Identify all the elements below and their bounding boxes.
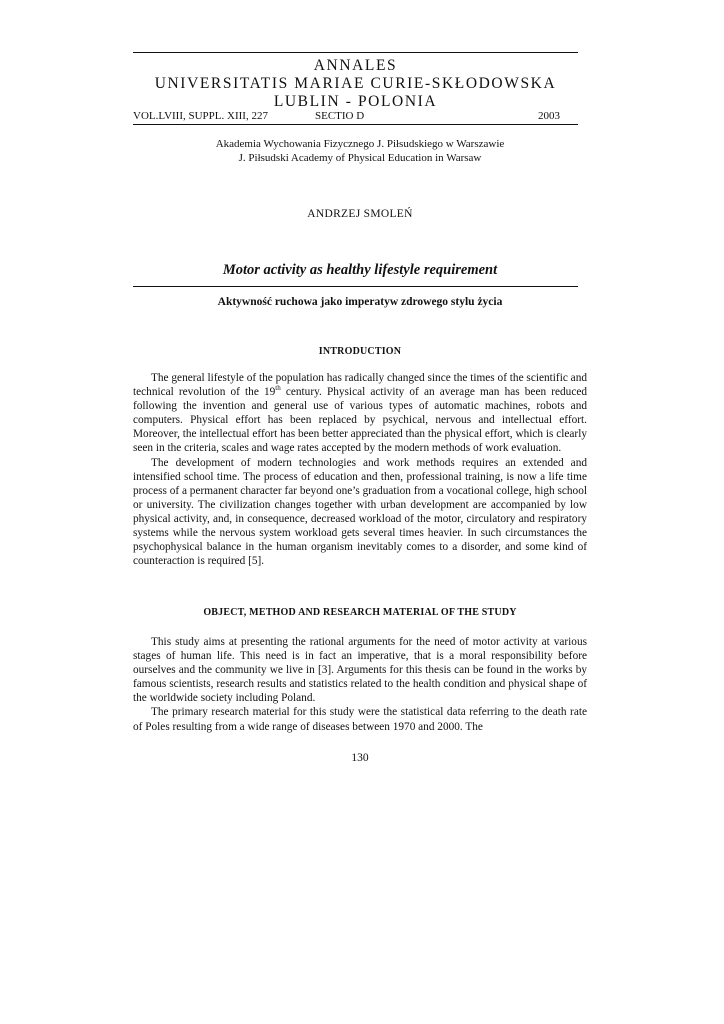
university-name: UNIVERSITATIS MARIAE CURIE-SKŁODOWSKA <box>154 75 557 92</box>
article-subtitle: Aktywność ruchowa jako imperatyw zdrowego stylu życia <box>217 296 503 308</box>
paragraph: The primary research material for this study were the statistical data referring to the death rate of Poles resulting from a wide range of diseases between 1970 and 2000. The <box>133 706 587 733</box>
journal-name: ANNALES <box>313 57 398 74</box>
paragraph: The general lifestyle of the population has radically changed since the times of the scientific and technical revolution of the 19th century. Physical activity of an average man has been reduced following the invention and general use of various types of automatic machines, robots and computers. Physical effort has been replaced by psychical, nervous and intellectual effort. Moreover, the intellectual effort has been better appreciated than the physical effort, which is clearly seen in the criteria, scales and wage rates accepted by the modern methods of work evaluation. <box>133 372 587 455</box>
volume-info: VOL.LVIII, SUPPL. XIII, 227 <box>133 110 268 122</box>
masthead-bottom-rule <box>133 124 578 125</box>
method-body <box>133 635 587 734</box>
affiliation <box>133 137 587 165</box>
page-number: 130 <box>351 752 369 764</box>
author-name: ANDRZEJ SMOLEŃ <box>307 208 413 220</box>
masthead-top-rule <box>133 52 578 53</box>
publication-year: 2003 <box>538 110 560 122</box>
article-title: Motor activity as healthy lifestyle requirement <box>222 262 498 278</box>
paragraph: This study aims at presenting the rational arguments for the need of motor activity at various stages of human life. This need is in fact an imperative, that is a moral responsibility before ourselves and the community we live in [3]. Arguments for this thesis can be found in the works by famous scientists, research results and statistics related to the health condition and physical shape of the worldwide society including Poland. <box>133 636 587 705</box>
section-info: SECTIO D <box>315 110 365 122</box>
journal-location: LUBLIN - POLONIA <box>273 93 438 110</box>
affiliation-english: J. Piłsudski Academy of Physical Education in Warsaw <box>238 152 482 164</box>
section-heading-method: OBJECT, METHOD AND RESEARCH MATERIAL OF THE STUDY <box>203 607 517 618</box>
introduction-body <box>133 371 587 568</box>
title-rule <box>133 286 578 287</box>
paragraph: The development of modern technologies and work methods requires an extended and intensified school time. The process of education and then, professional training, is now a life time process of a permanent character far beyond one’s graduation from a vocational college, high school or university. The civilization changes together with urban development are accompanied by low physical activity, and, in consequence, decreased workload of the motor, circulatory and respiratory systems while the nervous system workload gets several times heavier. In such circumstances the psychophysical balance in the human organism inevitably comes to a disorder, and some kind of counteraction is required [5]. <box>133 456 587 568</box>
affiliation-polish: Akademia Wychowania Fizycznego J. Piłsudskiego w Warszawie <box>215 138 505 150</box>
section-heading-introduction: INTRODUCTION <box>318 346 402 357</box>
